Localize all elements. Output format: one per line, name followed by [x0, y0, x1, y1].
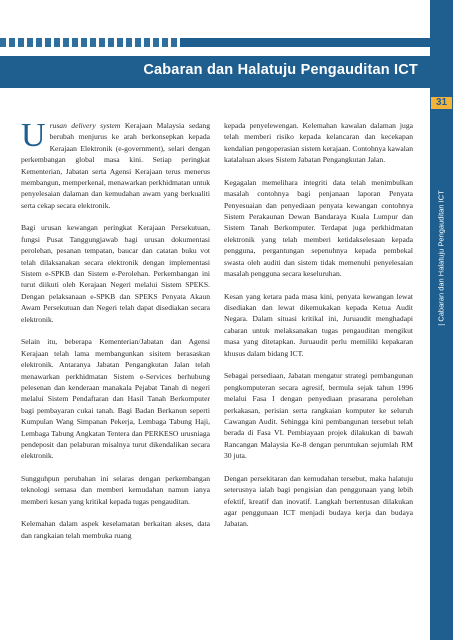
- block: [135, 38, 141, 47]
- paragraph-text: Kerajaan Malaysia sedang berubah menjurus ke arah berkonsepkan kepada Kerajaan Elektronik (e-government), selari dengan perkembangan global masa kini. Setiap peringkat Kementerian, Jabatan serta Agensi Kerajaan terus menerus membangun, memperkenal, menawarkan perkhidmatan untuk penyelesaian dalaman dan kemudahan awam yang berkualiti serta cekap secara elektronik.: [21, 121, 210, 210]
- block: [90, 38, 96, 47]
- header-block-strip: [0, 38, 430, 48]
- block: [117, 38, 123, 47]
- block: [45, 38, 51, 47]
- paragraph: Sungguhpun perubahan ini selaras dengan perkembangan teknologi semasa dan memberi kemudahan namun ianya memberi kesan yang kritikal kepada tugas pengauditan.: [21, 473, 210, 506]
- header-decoration: [0, 0, 453, 38]
- block: [126, 38, 132, 47]
- block: [9, 38, 15, 47]
- paragraph: kepada penyelewengan. Kelemahan kawalan dalaman juga telah memberi risiko kepada kelancaran dan kecekapan kendalian pengoperasian sistem kerajaan. Contohnya kawalan katalaluan akses Sistem Jabatan Pengangkutan Jalan.: [224, 121, 413, 165]
- block: [0, 38, 6, 47]
- block: [153, 38, 159, 47]
- block: [63, 38, 69, 47]
- block: [162, 38, 168, 47]
- paragraph: Dengan persekitaran dan kemudahan tersebut, maka halatuju seterusnya ialah bagi pengisian dan penggunaan yang lebih efektif, kreatif dan inovatif. Langkah bertentusan dilakukan agar penggunaan ICT menjadi budaya kerja dan budaya Jabatan.: [224, 473, 413, 529]
- section-label: | Cabaran dan Halatuju Pengauditan ICT: [436, 190, 446, 326]
- page-number: 31: [431, 97, 452, 109]
- block: [171, 38, 177, 47]
- block: [36, 38, 42, 47]
- block: [99, 38, 105, 47]
- block: [108, 38, 114, 47]
- paragraph: Bagi urusan kewangan peringkat Kerajaan Persekutuan, fungsi Pusat Tanggungjawab bagi urusan dokumentasi perolehan, pesanan tempatan, baucar dan catatan buku vot telah dilaksanakan secara elektronik dengan implementasi Sistem e-SPKB dan Sistem e-Perolehan. Perkembangan ini turut diikuti oleh Kerajaan Negeri melalui Sistem SPEKS. Dengan pelaksanaan e-SPKB dan SPEKS Penyata Akaun Awam Persekutuan dan Negeri telah dapat disediakan secara elektronik.: [21, 223, 210, 324]
- block: [54, 38, 60, 47]
- lead-italic: rusan delivery system: [49, 121, 121, 130]
- title-bar: [0, 56, 430, 88]
- paragraph: Kelemahan dalam aspek keselamatan berkaitan akses, data dan rangkaian telah membuka ruang: [21, 519, 210, 540]
- paragraph: Selain itu, beberapa Kementerian/Jabatan dan Agensi Kerajaan telah lama membangunkan sisitem berasaskan elektronik. Antaranya Jabatan Pengangkutan Jalan telah menawarkan perkhidmatan Sistem e-Services berhubung pelesenan dan kenderaan manakala Pejabat Tanah di negeri melalui Sistem Pendaftaran dan Hasil Tanah Berkomputer bagi pembayaran cukai tanah. Bagi Badan Berkanun seperti Kumpulan Wang Simpanan Pekerja, Lembaga Tabung Haji, Lembaga Tabung Angkatan Tentera dan PERKESO urusniaga pendeposit dan pelaburan misalnya turut dikendalikan secara elektronik.: [21, 337, 210, 461]
- block-bar: [180, 38, 430, 47]
- paragraph: Kesan yang ketara pada masa kini, penyata kewangan lewat disediakan dan lewat dikemukakan kepada Ketua Audit Negara. Dalam situasi kritikal ini, Juruaudit menghadapi cabaran untuk melaksanakan tugas pengauditan mengikut masa yang ditetapkan. Juruaudit perlu memiliki kepakaran khusus dalam bidang ICT.: [224, 291, 413, 358]
- block: [27, 38, 33, 47]
- block: [144, 38, 150, 47]
- block: [18, 38, 24, 47]
- paragraph: Sebagai persediaan, Jabatan mengatur strategi pembangunan pengkomputeran secara agresif, bermula sejak tahun 1996 melalui Fasa I dengan penyediaan prasarana perolehan perkakasan, perisian serta rangkaian komputer ke seluruh Cawangan Audit. Sehingga kini pembangunan tersebut telah berada di Fasa VI. Pembiayaan projek dilakukan di bawah Rancangan Malaysia Ke-8 dengan peruntukan sejumlah RM 30 juta.: [224, 371, 413, 461]
- right-column: [224, 120, 413, 541]
- paragraph: Kegagalan memelihara integriti data telah menimbulkan masalah contohnya bagi penjanaan laporan Penyata Penyesuaian dan penyediaan penyata kewangan contohnya Sistem Perakaunan Dewan Bandaraya Kuala Lumpur dan Sistem Tanah Berkomputer. Terdapat juga perkhidmatan elektronik yang telah memberi ketidakselesaan kepada pengguna, pergantungan sepenuhnya kepada pembekal swasta oleh auditi dan sistem tidak memenuhi penyelesaian masalah pengguna secara keseluruhan.: [224, 177, 413, 279]
- block: [72, 38, 78, 47]
- left-column: [21, 117, 210, 552]
- paragraph: [21, 117, 210, 211]
- block: [81, 38, 87, 47]
- drop-cap: U: [21, 117, 46, 154]
- page-title: Cabaran dan Halatuju Pengauditan ICT: [143, 62, 418, 78]
